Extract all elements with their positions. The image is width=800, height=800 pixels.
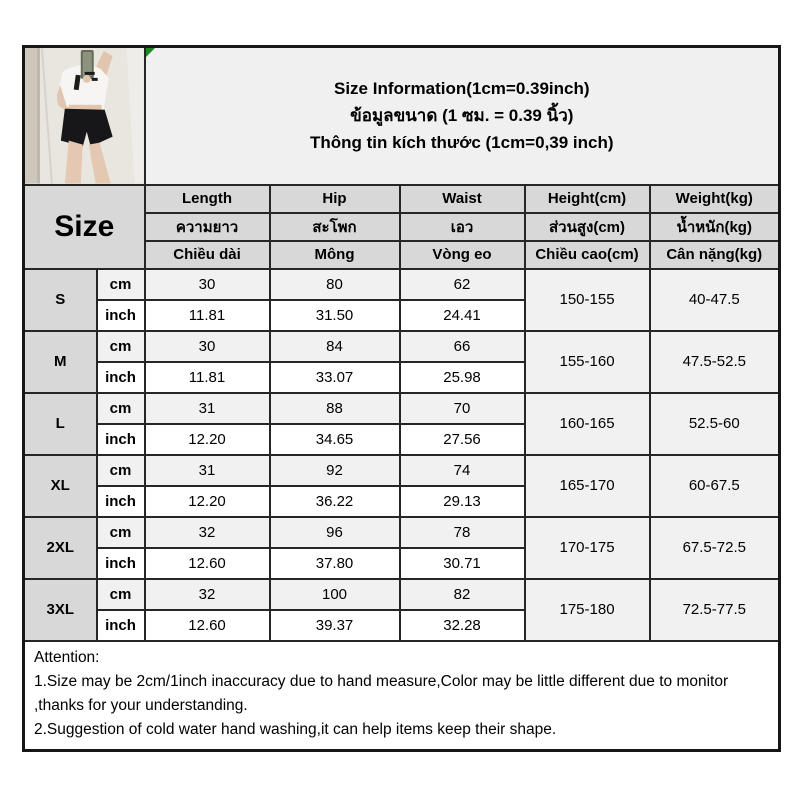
- weight-range-value: 72.5-77.5: [650, 579, 780, 641]
- hip-inch-value: 39.37: [270, 610, 400, 641]
- length-inch-value: 12.20: [145, 424, 270, 455]
- size-label-xl: XL: [24, 455, 97, 517]
- hip-cm-value: 96: [270, 517, 400, 548]
- title-english: Size Information(1cm=0.39inch): [334, 79, 590, 99]
- header-hip-vi: Mông: [270, 241, 400, 269]
- waist-cm-value: 62: [400, 269, 525, 300]
- length-cm-value: 32: [145, 579, 270, 610]
- header-weight-vi: Cân nặng(kg): [650, 241, 780, 269]
- height-range-value: 150-155: [525, 269, 650, 331]
- waist-inch-value: 24.41: [400, 300, 525, 331]
- size-label-s: S: [24, 269, 97, 331]
- unit-label-cm: cm: [97, 579, 145, 610]
- height-range-value: 155-160: [525, 331, 650, 393]
- header-height-en: Height(cm): [525, 185, 650, 213]
- size-label-3xl: 3XL: [24, 579, 97, 641]
- header-length-th: ความยาว: [145, 213, 270, 241]
- unit-label-inch: inch: [97, 362, 145, 393]
- cell-comment-marker-icon: [146, 48, 155, 57]
- length-cm-value: 30: [145, 269, 270, 300]
- waist-inch-value: 29.13: [400, 486, 525, 517]
- size-label-m: M: [24, 331, 97, 393]
- waist-cm-value: 82: [400, 579, 525, 610]
- size-label-l: L: [24, 393, 97, 455]
- waist-cm-value: 70: [400, 393, 525, 424]
- header-height-vi: Chiều cao(cm): [525, 241, 650, 269]
- header-weight-en: Weight(kg): [650, 185, 780, 213]
- height-range-value: 175-180: [525, 579, 650, 641]
- unit-label-inch: inch: [97, 610, 145, 641]
- unit-label-cm: cm: [97, 455, 145, 486]
- length-inch-value: 11.81: [145, 362, 270, 393]
- header-waist-th: เอว: [400, 213, 525, 241]
- unit-label-cm: cm: [97, 393, 145, 424]
- size-column-header: Size: [24, 185, 145, 269]
- length-inch-value: 12.60: [145, 548, 270, 579]
- weight-range-value: 40-47.5: [650, 269, 780, 331]
- length-inch-value: 11.81: [145, 300, 270, 331]
- weight-range-value: 47.5-52.5: [650, 331, 780, 393]
- weight-range-value: 52.5-60: [650, 393, 780, 455]
- size-information-title-block: [145, 47, 780, 185]
- attention-heading: Attention:: [34, 648, 100, 666]
- length-cm-value: 31: [145, 393, 270, 424]
- waist-inch-value: 30.71: [400, 548, 525, 579]
- hip-inch-value: 31.50: [270, 300, 400, 331]
- header-waist-vi: Vòng eo: [400, 241, 525, 269]
- product-photo: [24, 47, 145, 185]
- header-hip-en: Hip: [270, 185, 400, 213]
- hip-inch-value: 33.07: [270, 362, 400, 393]
- length-cm-value: 30: [145, 331, 270, 362]
- header-waist-en: Waist: [400, 185, 525, 213]
- unit-label-inch: inch: [97, 486, 145, 517]
- hip-cm-value: 100: [270, 579, 400, 610]
- unit-label-inch: inch: [97, 300, 145, 331]
- length-cm-value: 31: [145, 455, 270, 486]
- attention-note: [24, 641, 780, 751]
- unit-label-cm: cm: [97, 269, 145, 300]
- size-chart-sheet: [22, 45, 778, 752]
- waist-cm-value: 66: [400, 331, 525, 362]
- attention-item-2: 2.Suggestion of cold water hand washing,it can help items keep their shape.: [34, 720, 557, 738]
- height-range-value: 165-170: [525, 455, 650, 517]
- unit-label-inch: inch: [97, 548, 145, 579]
- hip-cm-value: 92: [270, 455, 400, 486]
- length-inch-value: 12.60: [145, 610, 270, 641]
- model-photo-illustration: [25, 48, 144, 184]
- header-length-vi: Chiều dài: [145, 241, 270, 269]
- weight-range-value: 67.5-72.5: [650, 517, 780, 579]
- header-length-en: Length: [145, 185, 270, 213]
- size-label-2xl: 2XL: [24, 517, 97, 579]
- hip-cm-value: 80: [270, 269, 400, 300]
- header-weight-th: น้ำหนัก(kg): [650, 213, 780, 241]
- header-height-th: ส่วนสูง(cm): [525, 213, 650, 241]
- hip-inch-value: 36.22: [270, 486, 400, 517]
- height-range-value: 160-165: [525, 393, 650, 455]
- waist-inch-value: 25.98: [400, 362, 525, 393]
- weight-range-value: 60-67.5: [650, 455, 780, 517]
- height-range-value: 170-175: [525, 517, 650, 579]
- title-thai: ข้อมูลขนาด (1 ซม. = 0.39 นิ้ว): [350, 106, 574, 126]
- length-cm-value: 32: [145, 517, 270, 548]
- hip-cm-value: 88: [270, 393, 400, 424]
- unit-label-cm: cm: [97, 331, 145, 362]
- waist-inch-value: 32.28: [400, 610, 525, 641]
- unit-label-inch: inch: [97, 424, 145, 455]
- waist-inch-value: 27.56: [400, 424, 525, 455]
- header-hip-th: สะโพก: [270, 213, 400, 241]
- hip-cm-value: 84: [270, 331, 400, 362]
- length-inch-value: 12.20: [145, 486, 270, 517]
- unit-label-cm: cm: [97, 517, 145, 548]
- waist-cm-value: 74: [400, 455, 525, 486]
- hip-inch-value: 34.65: [270, 424, 400, 455]
- size-chart-table: [22, 45, 781, 752]
- hip-inch-value: 37.80: [270, 548, 400, 579]
- title-vietnamese: Thông tin kích thước (1cm=0,39 inch): [310, 133, 614, 153]
- waist-cm-value: 78: [400, 517, 525, 548]
- attention-item-1: 1.Size may be 2cm/1inch inaccuracy due to hand measure,Color may be little different due to monitor ,thanks for your understanding.: [34, 672, 729, 714]
